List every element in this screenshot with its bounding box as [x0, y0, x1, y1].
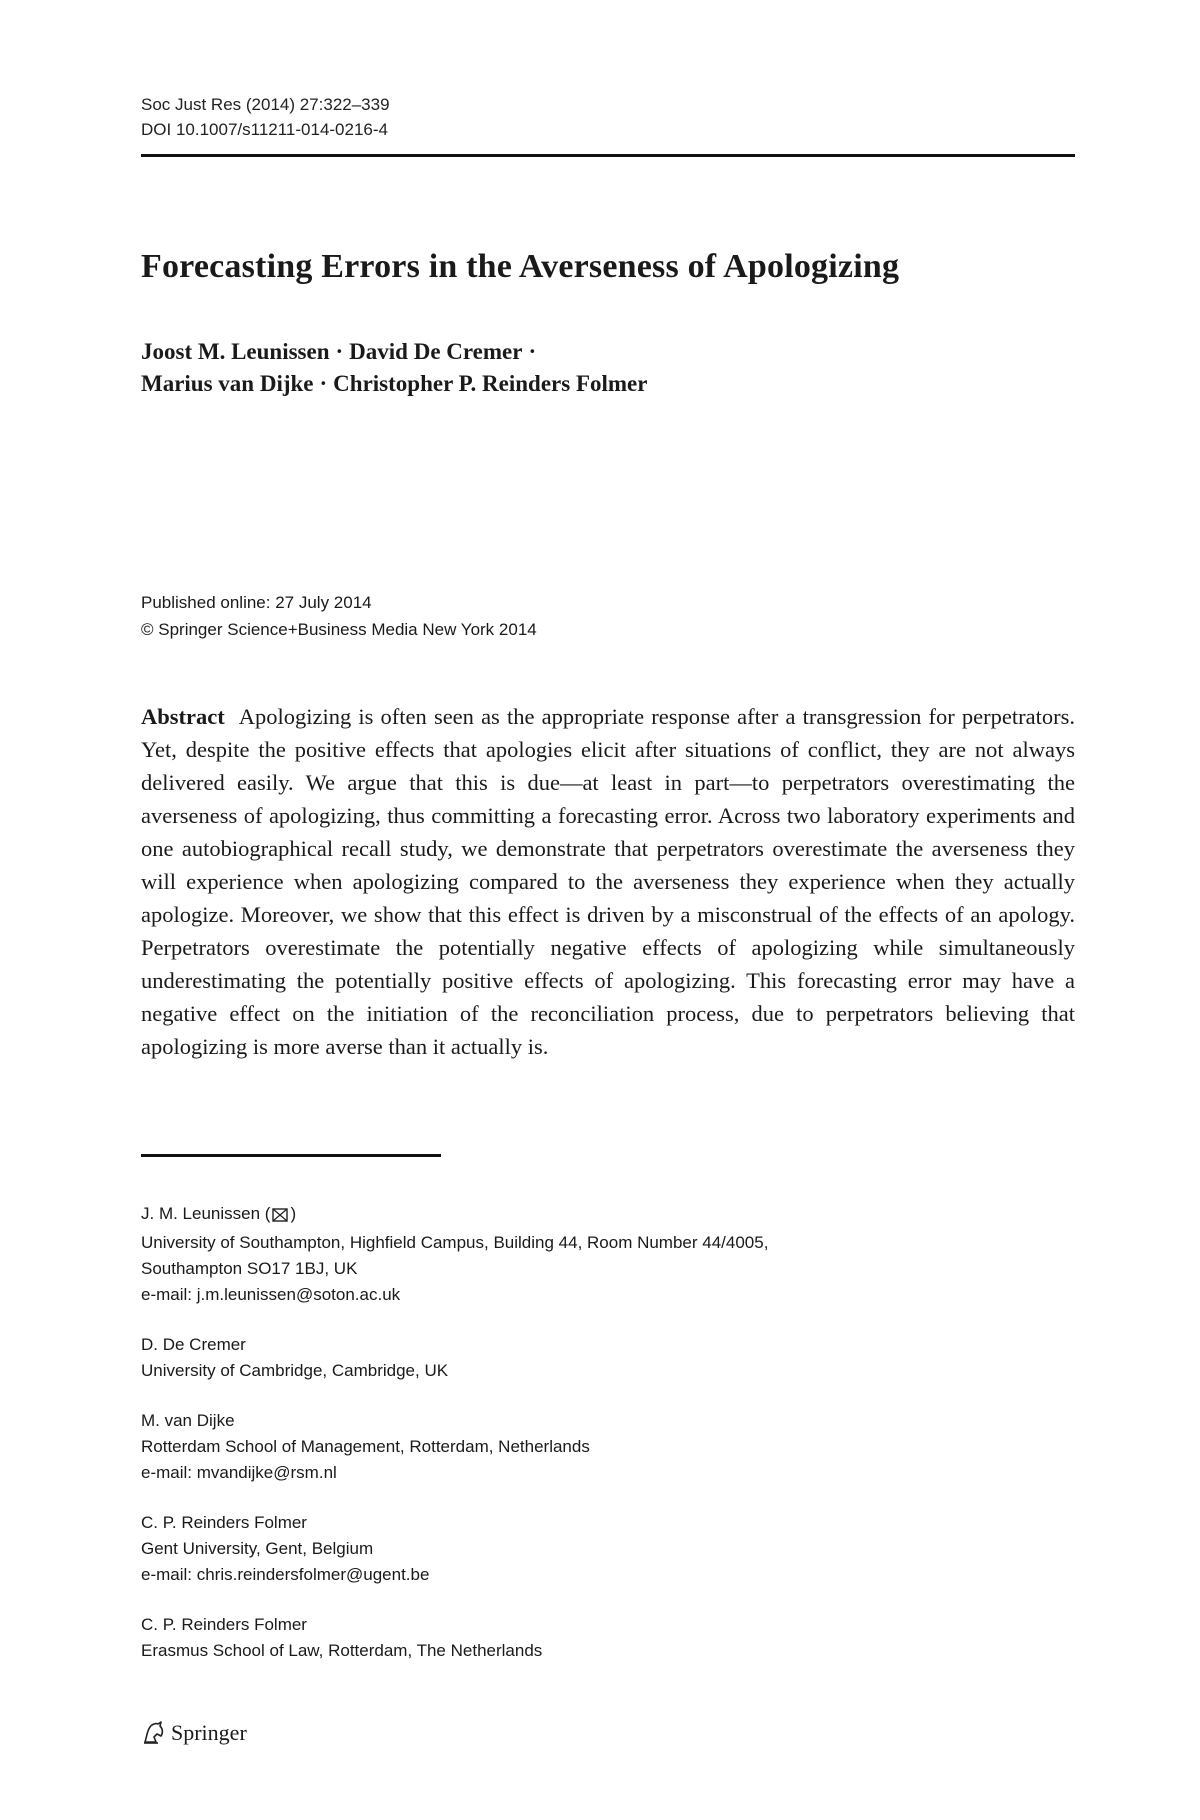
springer-horse-icon [141, 1720, 167, 1746]
affiliation-block [141, 1408, 1075, 1486]
article-title: Forecasting Errors in the Averseness of Apologizing [141, 248, 900, 285]
author-line-1 [141, 336, 1075, 368]
affiliation-line: Gent University, Gent, Belgium [141, 1539, 374, 1558]
affiliation-author-name: C. P. Reinders Folmer [141, 1513, 307, 1532]
affiliation-author-name: M. van Dijke [141, 1411, 235, 1430]
affiliation-block [141, 1201, 1075, 1308]
affiliation-author-name: D. De Cremer [141, 1335, 246, 1354]
envelope-icon[interactable] [272, 1204, 288, 1230]
author-name[interactable]: David De Cremer [349, 339, 523, 364]
email-link[interactable]: e-mail: j.m.leunissen@soton.ac.uk [141, 1285, 401, 1304]
affiliation-author-suffix: ) [290, 1204, 297, 1223]
author-name[interactable]: Christopher P. Reinders Folmer [333, 371, 648, 396]
affiliation-line: Rotterdam School of Management, Rotterdam, Netherlands [141, 1437, 590, 1456]
footnote-divider [141, 1154, 441, 1157]
published-date: Published online: 27 July 2014 [141, 593, 372, 612]
affiliation-line: University of Southampton, Highfield Campus, Building 44, Room Number 44/4005, [141, 1233, 769, 1252]
affiliation-author [141, 1201, 1075, 1230]
doi-link[interactable]: DOI 10.1007/s11211-014-0216-4 [141, 120, 388, 139]
affiliation-line: Erasmus School of Law, Rotterdam, The Netherlands [141, 1641, 543, 1660]
affiliation-author-name: J. M. Leunissen ( [141, 1204, 271, 1223]
abstract [141, 700, 1075, 1063]
copyright-notice: © Springer Science+Business Media New York 2014 [141, 620, 537, 639]
journal-citation: Soc Just Res (2014) 27:322–339 [141, 95, 390, 114]
affiliation-line: Southampton SO17 1BJ, UK [141, 1259, 358, 1278]
abstract-label: Abstract [141, 704, 225, 729]
author-line-2 [141, 368, 1075, 400]
author-separator: · [528, 339, 537, 364]
affiliation-block [141, 1332, 1075, 1384]
publisher-logo [141, 1720, 247, 1746]
email-link[interactable]: e-mail: mvandijke@rsm.nl [141, 1463, 337, 1482]
publication-info [141, 589, 537, 643]
header-divider [141, 154, 1075, 157]
email-link[interactable]: e-mail: chris.reindersfolmer@ugent.be [141, 1565, 430, 1584]
author-name[interactable]: Joost M. Leunissen [141, 339, 330, 364]
affiliations [141, 1201, 1075, 1688]
author-list [141, 336, 1075, 400]
affiliation-block [141, 1612, 1075, 1664]
affiliation-author-name: C. P. Reinders Folmer [141, 1615, 307, 1634]
abstract-text: Apologizing is often seen as the appropriate response after a transgression for perpetrators. Yet, despite the positive effects that apologies elicit after situations of conflict, they are not always delivered easily. We argue that this is due—at least in part—to perpetrators overestimating the averseness of apologizing, thus committing a forecasting error. Across two laboratory experiments and one autobiographical recall study, we demonstrate that perpetrators overestimate the averseness they will experience when apologizing compared to the averseness they experience when they actually apologize. Moreover, we show that this effect is driven by a misconstrual of the effects of an apology. Perpetrators overestimate the potentially negative effects of apologizing while simultaneously underestimating the potentially positive effects of apologizing. This forecasting error may have a negative effect on the initiation of the reconciliation process, due to perpetrators believing that apologizing is more averse than it actually is. [141, 704, 1075, 1059]
affiliation-line: University of Cambridge, Cambridge, UK [141, 1361, 449, 1380]
publisher-name: Springer [171, 1720, 247, 1745]
author-separator: · [335, 339, 344, 364]
affiliation-block [141, 1510, 1075, 1588]
journal-header [141, 92, 390, 142]
author-separator: · [319, 371, 328, 396]
author-name[interactable]: Marius van Dijke [141, 371, 314, 396]
